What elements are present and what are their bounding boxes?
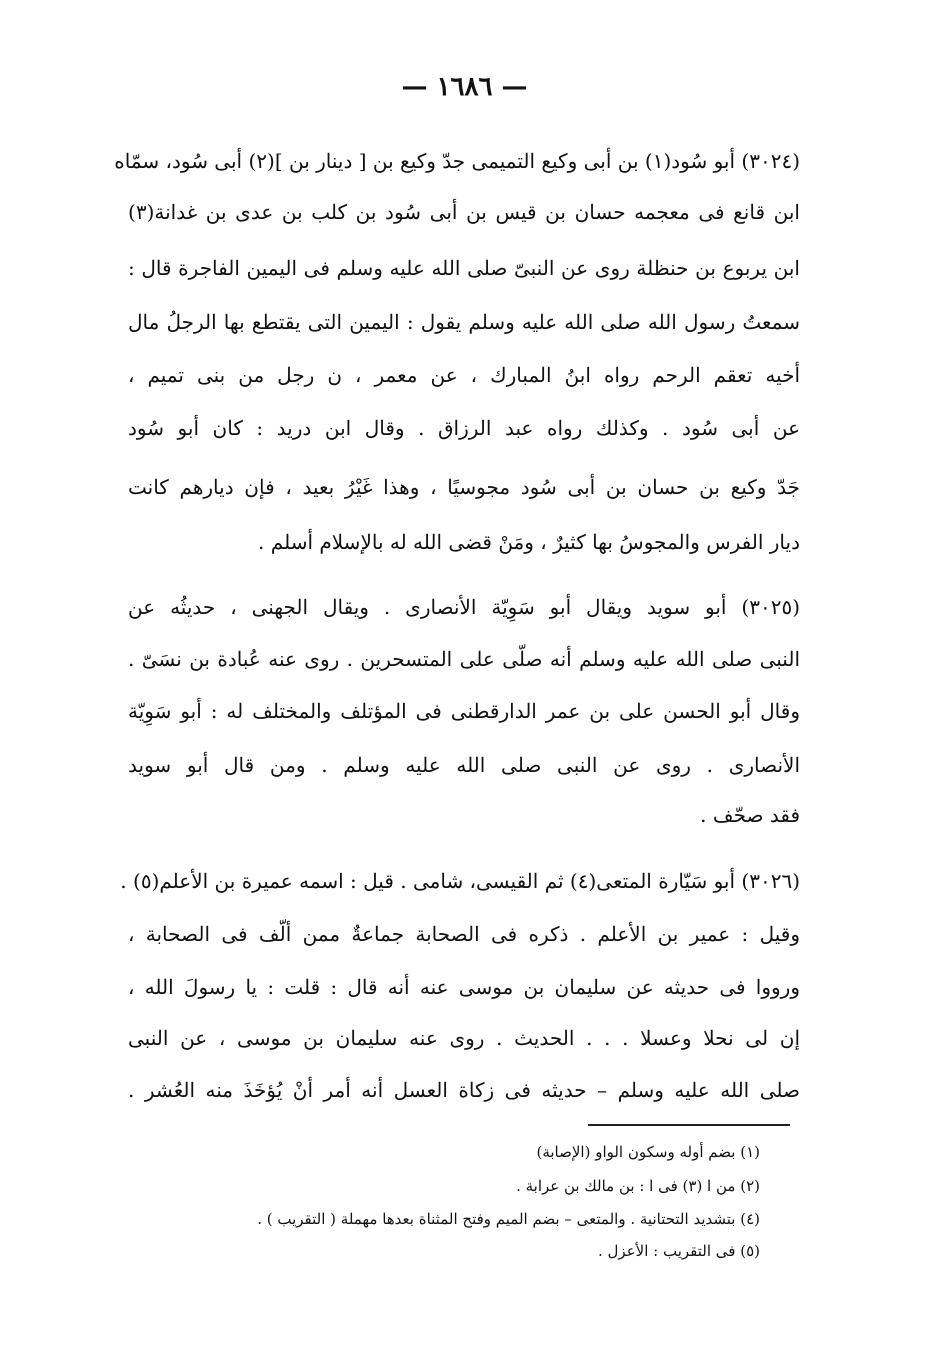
footnote: (٢) من ا (٣) فى ا : بن مالك بن عرابة . bbox=[516, 1177, 760, 1195]
footnote: (٥) فى التقريب : الأعزل . bbox=[598, 1242, 760, 1260]
text-line: وقال أبو الحسن على بن عمر الدارقطنى فى المؤتلف والمختلف له : أبو سَوِيّة bbox=[128, 699, 800, 723]
text-line: (٣٠٢٦) أبو سَيّارة المتعى(٤) ثم القيسى، شامى . قيل : اسمه عميرة بن الأعلم(٥) . bbox=[120, 869, 800, 893]
text-line: ورووا فى حديثه عن سليمان بن موسى عنه أنه قال : قلت : يا رسولَ الله ، bbox=[128, 975, 800, 999]
footnote-divider bbox=[588, 1124, 790, 1126]
text-line: إن لى نحلا وعسلا . . . الحديث . روى عنه سليمان بن موسى ، عن النبى bbox=[128, 1026, 800, 1050]
text-line: (٣٠٢٤) أبو سُود(١) بن أبى وكيع التميمى جدّ وكيع بن [ دينار بن ](٢) أبى سُود، سمّاه bbox=[114, 149, 800, 173]
footnote: (١) بضم أوله وسكون الواو (الإصابة) bbox=[536, 1143, 760, 1161]
text-line: فقد صحّف . bbox=[700, 803, 800, 827]
text-line: وقيل : عمير بن الأعلم . ذكره فى الصحابة جماعةٌ ممن ألّف فى الصحابة ، bbox=[128, 922, 800, 946]
page-number: — ١٦٨٦ — bbox=[401, 72, 528, 102]
footnote: (٤) بتشديد التحتانية . والمتعى – بضم الميم وفتح المثناة بعدها مهملة ( التقريب ) . bbox=[257, 1210, 760, 1228]
text-line: سمعتُ رسول الله صلى الله عليه وسلم يقول : اليمين التى يقتطع بها الرجلُ مال bbox=[128, 310, 800, 334]
text-line: ديار الفرس والمجوسُ بها كثيرٌ ، ومَنْ قضى الله له بالإسلام أسلم . bbox=[258, 530, 800, 554]
text-line: ابن قانع فى معجمه حسان بن قيس بن أبى سُود بن كلب بن عدى بن غدانة(٣) bbox=[128, 200, 800, 224]
text-line: النبى صلى الله عليه وسلم أنه صلّى على المتسحرين . روى عنه عُبادة بن نسَىّ . bbox=[128, 647, 800, 671]
text-line: أخيه تعقم الرحم رواه ابنُ المبارك ، عن معمر ، ن رجل من بنى تميم ، bbox=[128, 363, 800, 387]
text-line: عن أبى سُود . وكذلك رواه عبد الرزاق . وقال ابن دريد : كان أبو سُود bbox=[128, 416, 800, 440]
text-line: ابن يربوع بن حنظلة روى عن النبىّ صلى الله عليه وسلم فى اليمين الفاجرة قال : bbox=[128, 256, 800, 280]
text-line: (٣٠٢٥) أبو سويد ويقال أبو سَوِيّة الأنصارى . ويقال الجهنى ، حديثُه عن bbox=[128, 595, 800, 619]
text-line: جَدّ وكيع بن حسان بن أبى سُود مجوسيًا ، وهذا غَيْرُ بعيد ، فإن ديارهم كانت bbox=[128, 475, 800, 499]
text-line: صلى الله عليه وسلم – حديثه فى زكاة العسل أنه أمر أنْ يُؤخَذَ منه العُشر . bbox=[128, 1078, 800, 1102]
text-line: الأنصارى . روى عن النبى صلى الله عليه وسلم . ومن قال أبو سويد bbox=[128, 753, 800, 777]
